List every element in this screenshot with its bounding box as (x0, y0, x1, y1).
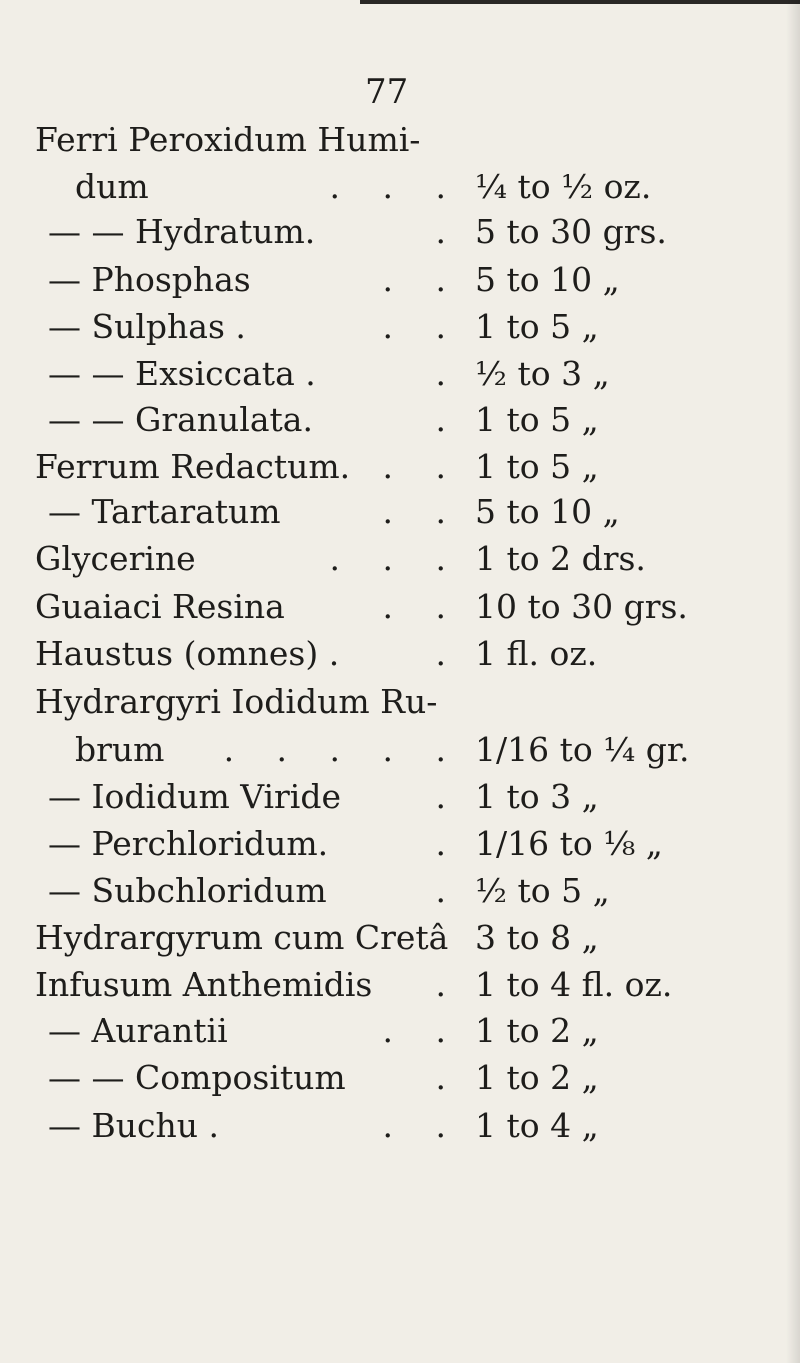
leader-dots: . . (382, 492, 462, 531)
entry-name: Infusum Anthemidis (35, 965, 373, 1004)
leader-dots: . (435, 1058, 462, 1097)
list-item (0, 445, 800, 489)
list-item (0, 210, 800, 254)
leader-dots: . (435, 212, 462, 251)
entry-name: Haustus (omnes) . (35, 634, 340, 673)
top-edge-rule (360, 0, 800, 4)
leader-dots: . . (382, 1106, 462, 1145)
entry-dose: ½ to 3 „ (475, 354, 610, 393)
entry-name: — Aurantii (48, 1011, 228, 1050)
list-item (0, 916, 800, 960)
list-item (0, 822, 800, 866)
entry-name: — Subchloridum (48, 871, 327, 910)
entry-name: Ferrum Redactum. (35, 447, 351, 486)
list-item (0, 869, 800, 913)
entry-name: brum (75, 730, 165, 769)
entry-dose: 3 to 8 „ (475, 918, 599, 957)
list-item (0, 1104, 800, 1148)
list-item (0, 165, 800, 209)
leader-dots: . (435, 354, 462, 393)
entry-dose: ½ to 5 „ (475, 871, 610, 910)
entry-name: — Buchu . (48, 1106, 219, 1145)
entry-dose: 1 to 4 „ (475, 1106, 599, 1145)
list-item (0, 305, 800, 349)
list-item (0, 680, 800, 724)
list-item (0, 1056, 800, 1100)
entry-name: Glycerine (35, 539, 196, 578)
entry-dose: 1 to 5 „ (475, 400, 599, 439)
leader-dots: . (435, 777, 462, 816)
leader-dots: . . (382, 587, 462, 626)
list-item (0, 258, 800, 302)
list-item (0, 490, 800, 534)
list-item (0, 775, 800, 819)
entry-dose: 5 to 10 „ (475, 492, 620, 531)
entry-dose: 1 to 5 „ (475, 447, 599, 486)
entry-name: Ferri Peroxidum Humi- (35, 120, 421, 159)
list-item (0, 398, 800, 442)
leader-dots: . . . (329, 167, 462, 206)
entry-dose: 1 to 2 „ (475, 1058, 599, 1097)
leader-dots: . . (382, 307, 462, 346)
entry-name: dum (75, 167, 149, 206)
entry-name: — Phosphas (48, 260, 251, 299)
entry-name: — — Hydratum. (48, 212, 316, 251)
leader-dots: . . (382, 1011, 462, 1050)
entry-dose: ¼ to ½ oz. (475, 167, 652, 206)
entry-name: — — Granulata. (48, 400, 313, 439)
leader-dots: . (435, 965, 462, 1004)
leader-dots: . . . (329, 539, 462, 578)
entry-name: Hydrargyrum cum Cretâ (35, 918, 449, 957)
list-item (0, 963, 800, 1007)
leader-dots: . (435, 871, 462, 910)
entry-dose: 1/16 to ¼ gr. (475, 730, 690, 769)
entry-dose: 1 to 4 fl. oz. (475, 965, 673, 1004)
page-number: 77 (365, 72, 409, 112)
list-item (0, 118, 800, 162)
list-item (0, 1009, 800, 1053)
list-item (0, 632, 800, 676)
list-item (0, 585, 800, 629)
entry-name: — — Compositum (48, 1058, 346, 1097)
list-item (0, 352, 800, 396)
entry-dose: 1 to 5 „ (475, 307, 599, 346)
entry-name: — Tartaratum (48, 492, 281, 531)
leader-dots: . . (382, 260, 462, 299)
leader-dots: . (435, 824, 462, 863)
list-item (0, 537, 800, 581)
entry-name: — Iodidum Viride (48, 777, 342, 816)
entry-dose: 1 to 2 „ (475, 1011, 599, 1050)
entry-dose: 1/16 to ⅛ „ (475, 824, 663, 863)
leader-dots: . . . . . (223, 730, 462, 769)
leader-dots: . (435, 400, 462, 439)
entry-dose: 5 to 10 „ (475, 260, 620, 299)
list-item (0, 728, 800, 772)
entry-dose: 1 to 3 „ (475, 777, 599, 816)
entry-name: — Sulphas . (48, 307, 246, 346)
entry-dose: 5 to 30 grs. (475, 212, 667, 251)
entry-dose: 1 to 2 drs. (475, 539, 646, 578)
entry-name: Guaiaci Resina (35, 587, 285, 626)
entry-dose: 1 fl. oz. (475, 634, 598, 673)
leader-dots: . (435, 634, 462, 673)
entry-name: — Perchloridum. (48, 824, 329, 863)
leader-dots: . . (382, 447, 462, 486)
entry-name: — — Exsiccata . (48, 354, 316, 393)
entry-name: Hydrargyri Iodidum Ru- (35, 682, 438, 721)
entry-dose: 10 to 30 grs. (475, 587, 688, 626)
